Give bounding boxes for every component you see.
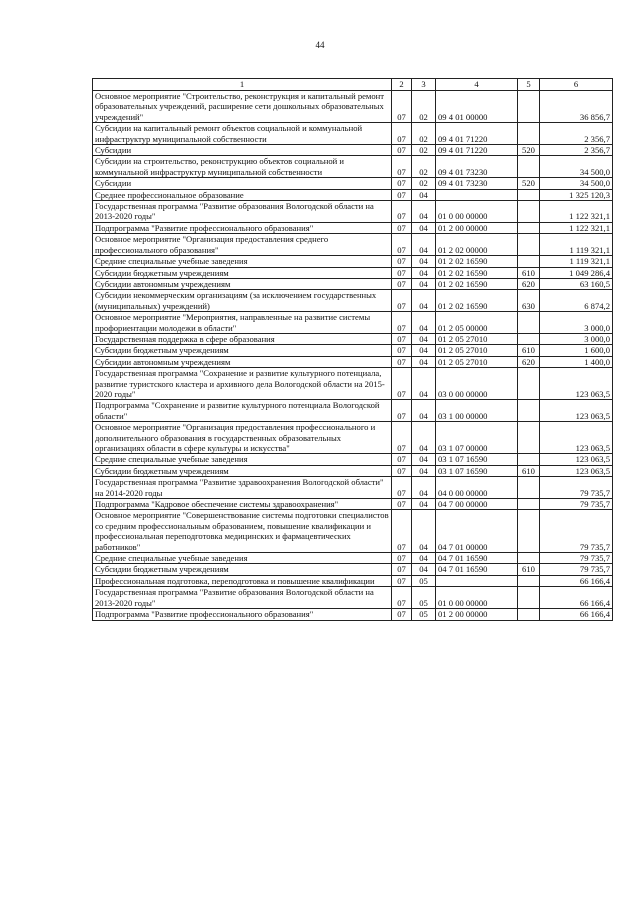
row-amount-cell: 36 856,7 — [540, 91, 613, 123]
row-amount-cell: 1 122 321,1 — [540, 201, 613, 223]
row-name-cell: Субсидии бюджетным учреждениям — [93, 465, 392, 476]
row-subsection-cell: 04 — [412, 189, 436, 200]
row-subsection-cell: 04 — [412, 312, 436, 334]
row-expense-type-cell: 610 — [518, 267, 540, 278]
row-name-cell: Подпрограмма "Сохранение и развитие культурного потенциала Вологодской области" — [93, 400, 392, 422]
row-subsection-cell: 02 — [412, 123, 436, 145]
table-row — [93, 609, 613, 620]
row-section-cell: 07 — [392, 278, 412, 289]
row-target-article-cell: 09 4 01 71220 — [436, 123, 518, 145]
row-target-article-cell: 04 0 00 00000 — [436, 477, 518, 499]
row-subsection-cell: 04 — [412, 422, 436, 454]
row-expense-type-cell — [518, 499, 540, 510]
row-section-cell: 07 — [392, 609, 412, 620]
row-amount-cell: 2 356,7 — [540, 145, 613, 156]
table-row — [93, 333, 613, 344]
table-row — [93, 312, 613, 334]
row-subsection-cell: 04 — [412, 267, 436, 278]
row-expense-type-cell — [518, 333, 540, 344]
row-target-article-cell: 03 1 07 16590 — [436, 465, 518, 476]
row-amount-cell: 3 000,0 — [540, 312, 613, 334]
row-target-article-cell — [436, 189, 518, 200]
row-amount-cell: 123 063,5 — [540, 368, 613, 400]
row-section-cell: 07 — [392, 553, 412, 564]
row-section-cell: 07 — [392, 499, 412, 510]
row-section-cell: 07 — [392, 477, 412, 499]
row-name-cell: Государственная программа "Развитие здравоохранения Вологодской области" на 2014-2020 годы — [93, 477, 392, 499]
table-row — [93, 553, 613, 564]
row-expense-type-cell — [518, 123, 540, 145]
row-target-article-cell: 01 2 00 00000 — [436, 609, 518, 620]
row-section-cell: 07 — [392, 400, 412, 422]
row-expense-type-cell — [518, 454, 540, 465]
row-expense-type-cell — [518, 91, 540, 123]
row-target-article-cell: 01 2 02 16590 — [436, 256, 518, 267]
row-amount-cell: 6 874,2 — [540, 290, 613, 312]
row-amount-cell: 79 735,7 — [540, 564, 613, 575]
row-section-cell: 07 — [392, 587, 412, 609]
row-name-cell: Субсидии автономным учреждениям — [93, 278, 392, 289]
row-subsection-cell: 02 — [412, 91, 436, 123]
row-section-cell: 07 — [392, 510, 412, 553]
row-name-cell: Субсидии бюджетным учреждениям — [93, 564, 392, 575]
row-target-article-cell: 01 2 02 16590 — [436, 278, 518, 289]
row-name-cell: Государственная программа "Развитие образования Вологодской области на 2013-2020 годы" — [93, 587, 392, 609]
row-amount-cell: 34 500,0 — [540, 156, 613, 178]
row-amount-cell: 63 160,5 — [540, 278, 613, 289]
row-target-article-cell: 09 4 01 73230 — [436, 156, 518, 178]
row-name-cell: Основное мероприятие "Организация предоставления профессионального и дополнительного образования в государственных образовательных организациях области в сфере культуры и искусства" — [93, 422, 392, 454]
table-row — [93, 575, 613, 586]
row-section-cell: 07 — [392, 145, 412, 156]
table-row — [93, 234, 613, 256]
row-target-article-cell: 04 7 01 16590 — [436, 553, 518, 564]
row-section-cell: 07 — [392, 333, 412, 344]
row-name-cell: Субсидии некоммерческим организациям (за исключением государственных (муниципальных) учреждений) — [93, 290, 392, 312]
row-subsection-cell: 04 — [412, 256, 436, 267]
table-row — [93, 189, 613, 200]
row-expense-type-cell: 630 — [518, 290, 540, 312]
page-number: 44 — [315, 40, 325, 50]
row-target-article-cell — [436, 575, 518, 586]
row-expense-type-cell: 610 — [518, 564, 540, 575]
row-target-article-cell: 03 1 07 00000 — [436, 422, 518, 454]
row-target-article-cell: 01 2 02 16590 — [436, 290, 518, 312]
row-name-cell: Субсидии — [93, 178, 392, 189]
row-amount-cell: 79 735,7 — [540, 499, 613, 510]
header-cell-section: 2 — [392, 79, 412, 91]
row-subsection-cell: 04 — [412, 553, 436, 564]
row-target-article-cell: 04 7 01 00000 — [436, 510, 518, 553]
budget-table-body — [93, 79, 613, 621]
table-row — [93, 267, 613, 278]
table-row — [93, 256, 613, 267]
table-row — [93, 91, 613, 123]
row-name-cell: Средние специальные учебные заведения — [93, 454, 392, 465]
row-amount-cell: 123 063,5 — [540, 422, 613, 454]
row-name-cell: Государственная программа "Сохранение и развитие культурного потенциала, развитие туристского кластера и архивного дела Вологодской области на 2015-2020 годы" — [93, 368, 392, 400]
table-row — [93, 510, 613, 553]
table-row — [93, 222, 613, 233]
row-subsection-cell: 04 — [412, 356, 436, 367]
header-cell-amount: 6 — [540, 79, 613, 91]
row-name-cell: Основное мероприятие "Мероприятия, направленные на развитие системы профориентации молодежи в области" — [93, 312, 392, 334]
table-row — [93, 465, 613, 476]
table-row — [93, 499, 613, 510]
row-subsection-cell: 04 — [412, 290, 436, 312]
row-target-article-cell: 01 2 05 27010 — [436, 345, 518, 356]
row-section-cell: 07 — [392, 465, 412, 476]
row-name-cell: Основное мероприятие "Строительство, реконструкция и капитальный ремонт образовательных учреждений, расширение сети дошкольных образовательных учреждений" — [93, 91, 392, 123]
row-expense-type-cell — [518, 222, 540, 233]
row-subsection-cell: 04 — [412, 201, 436, 223]
row-expense-type-cell — [518, 201, 540, 223]
row-subsection-cell: 04 — [412, 222, 436, 233]
row-name-cell: Субсидии бюджетным учреждениям — [93, 345, 392, 356]
row-subsection-cell: 02 — [412, 145, 436, 156]
row-subsection-cell: 04 — [412, 499, 436, 510]
header-cell-target-article: 4 — [436, 79, 518, 91]
row-expense-type-cell — [518, 587, 540, 609]
row-amount-cell: 1 122 321,1 — [540, 222, 613, 233]
row-subsection-cell: 04 — [412, 368, 436, 400]
row-amount-cell: 1 325 120,3 — [540, 189, 613, 200]
row-section-cell: 07 — [392, 222, 412, 233]
row-expense-type-cell — [518, 156, 540, 178]
row-amount-cell: 123 063,5 — [540, 400, 613, 422]
table-row — [93, 345, 613, 356]
row-section-cell: 07 — [392, 345, 412, 356]
row-section-cell: 07 — [392, 575, 412, 586]
row-section-cell: 07 — [392, 91, 412, 123]
row-section-cell: 07 — [392, 178, 412, 189]
row-name-cell: Субсидии на капитальный ремонт объектов социальной и коммунальной инфраструктур муниципальной собственности — [93, 123, 392, 145]
row-name-cell: Государственная поддержка в сфере образования — [93, 333, 392, 344]
row-section-cell: 07 — [392, 189, 412, 200]
row-amount-cell: 34 500,0 — [540, 178, 613, 189]
row-amount-cell: 2 356,7 — [540, 123, 613, 145]
row-expense-type-cell: 620 — [518, 278, 540, 289]
row-expense-type-cell — [518, 256, 540, 267]
row-expense-type-cell — [518, 510, 540, 553]
row-subsection-cell: 04 — [412, 234, 436, 256]
row-name-cell: Субсидии на строительство, реконструкцию объектов социальной и коммунальной инфраструктур муниципальной собственности — [93, 156, 392, 178]
table-row — [93, 400, 613, 422]
row-expense-type-cell: 620 — [518, 356, 540, 367]
table-row — [93, 156, 613, 178]
row-subsection-cell: 04 — [412, 454, 436, 465]
row-subsection-cell: 04 — [412, 278, 436, 289]
row-amount-cell: 66 166,4 — [540, 609, 613, 620]
row-amount-cell: 79 735,7 — [540, 510, 613, 553]
row-amount-cell: 1 049 286,4 — [540, 267, 613, 278]
row-target-article-cell: 03 1 07 16590 — [436, 454, 518, 465]
row-amount-cell: 79 735,7 — [540, 477, 613, 499]
row-target-article-cell: 01 2 00 00000 — [436, 222, 518, 233]
row-expense-type-cell — [518, 368, 540, 400]
row-section-cell: 07 — [392, 312, 412, 334]
table-row — [93, 201, 613, 223]
row-section-cell: 07 — [392, 156, 412, 178]
row-name-cell: Субсидии автономным учреждениям — [93, 356, 392, 367]
row-subsection-cell: 04 — [412, 400, 436, 422]
row-expense-type-cell — [518, 575, 540, 586]
table-row — [93, 587, 613, 609]
row-target-article-cell: 01 2 05 00000 — [436, 312, 518, 334]
row-subsection-cell: 02 — [412, 178, 436, 189]
row-expense-type-cell — [518, 609, 540, 620]
row-name-cell: Средние специальные учебные заведения — [93, 553, 392, 564]
table-row — [93, 290, 613, 312]
row-amount-cell: 123 063,5 — [540, 465, 613, 476]
row-name-cell: Подпрограмма "Развитие профессионального образования" — [93, 222, 392, 233]
row-amount-cell: 3 000,0 — [540, 333, 613, 344]
table-row — [93, 145, 613, 156]
table-row — [93, 477, 613, 499]
row-subsection-cell: 04 — [412, 510, 436, 553]
header-cell-name: 1 — [93, 79, 392, 91]
row-name-cell: Основное мероприятие "Организация предоставления среднего профессионального образования" — [93, 234, 392, 256]
row-subsection-cell: 04 — [412, 477, 436, 499]
row-expense-type-cell — [518, 477, 540, 499]
table-row — [93, 356, 613, 367]
row-expense-type-cell — [518, 422, 540, 454]
row-amount-cell: 66 166,4 — [540, 587, 613, 609]
header-cell-expense-type: 5 — [518, 79, 540, 91]
row-subsection-cell: 04 — [412, 465, 436, 476]
row-name-cell: Подпрограмма "Кадровое обеспечение системы здравоохранения" — [93, 499, 392, 510]
row-section-cell: 07 — [392, 356, 412, 367]
row-name-cell: Субсидии — [93, 145, 392, 156]
row-name-cell: Основное мероприятие "Совершенствование системы подготовки специалистов со средним профессиональным образованием, повышение квалификации и профессиональная переподготовка медицинских и фармацевтических работников" — [93, 510, 392, 553]
row-amount-cell: 79 735,7 — [540, 553, 613, 564]
row-name-cell: Подпрограмма "Развитие профессионального образования" — [93, 609, 392, 620]
row-target-article-cell: 04 7 00 00000 — [436, 499, 518, 510]
row-section-cell: 07 — [392, 267, 412, 278]
row-target-article-cell: 01 2 05 27010 — [436, 356, 518, 367]
table-row — [93, 123, 613, 145]
row-name-cell: Государственная программа "Развитие образования Вологодской области на 2013-2020 годы" — [93, 201, 392, 223]
row-target-article-cell: 04 7 01 16590 — [436, 564, 518, 575]
row-expense-type-cell — [518, 234, 540, 256]
row-section-cell: 07 — [392, 368, 412, 400]
row-subsection-cell: 05 — [412, 609, 436, 620]
row-target-article-cell: 09 4 01 71220 — [436, 145, 518, 156]
table-row — [93, 178, 613, 189]
row-section-cell: 07 — [392, 454, 412, 465]
row-section-cell: 07 — [392, 564, 412, 575]
row-target-article-cell: 03 0 00 00000 — [436, 368, 518, 400]
row-section-cell: 07 — [392, 234, 412, 256]
row-amount-cell: 123 063,5 — [540, 454, 613, 465]
row-name-cell: Субсидии бюджетным учреждениям — [93, 267, 392, 278]
row-subsection-cell: 04 — [412, 345, 436, 356]
row-amount-cell: 1 600,0 — [540, 345, 613, 356]
row-target-article-cell: 09 4 01 00000 — [436, 91, 518, 123]
row-subsection-cell: 05 — [412, 587, 436, 609]
table-row — [93, 564, 613, 575]
row-expense-type-cell: 520 — [518, 178, 540, 189]
header-cell-subsection: 3 — [412, 79, 436, 91]
row-section-cell: 07 — [392, 201, 412, 223]
row-expense-type-cell — [518, 189, 540, 200]
table-header-row — [93, 79, 613, 91]
row-target-article-cell: 01 2 02 00000 — [436, 234, 518, 256]
row-section-cell: 07 — [392, 422, 412, 454]
row-target-article-cell: 03 1 00 00000 — [436, 400, 518, 422]
budget-table — [92, 78, 613, 621]
row-section-cell: 07 — [392, 256, 412, 267]
table-row — [93, 454, 613, 465]
table-row — [93, 368, 613, 400]
row-expense-type-cell: 610 — [518, 465, 540, 476]
row-expense-type-cell — [518, 312, 540, 334]
row-amount-cell: 1 400,0 — [540, 356, 613, 367]
row-amount-cell: 1 119 321,1 — [540, 234, 613, 256]
row-target-article-cell: 01 0 00 00000 — [436, 587, 518, 609]
row-subsection-cell: 05 — [412, 575, 436, 586]
row-target-article-cell: 09 4 01 73230 — [436, 178, 518, 189]
row-expense-type-cell — [518, 553, 540, 564]
row-target-article-cell: 01 0 00 00000 — [436, 201, 518, 223]
table-row — [93, 422, 613, 454]
row-amount-cell: 66 166,4 — [540, 575, 613, 586]
row-target-article-cell: 01 2 02 16590 — [436, 267, 518, 278]
row-name-cell: Средние специальные учебные заведения — [93, 256, 392, 267]
row-target-article-cell: 01 2 05 27010 — [436, 333, 518, 344]
row-name-cell: Среднее профессиональное образование — [93, 189, 392, 200]
row-name-cell: Профессиональная подготовка, переподготовка и повышение квалификации — [93, 575, 392, 586]
row-amount-cell: 1 119 321,1 — [540, 256, 613, 267]
row-section-cell: 07 — [392, 290, 412, 312]
row-expense-type-cell — [518, 400, 540, 422]
row-subsection-cell: 04 — [412, 333, 436, 344]
row-subsection-cell: 04 — [412, 564, 436, 575]
row-subsection-cell: 02 — [412, 156, 436, 178]
row-section-cell: 07 — [392, 123, 412, 145]
row-expense-type-cell: 520 — [518, 145, 540, 156]
table-row — [93, 278, 613, 289]
row-expense-type-cell: 610 — [518, 345, 540, 356]
